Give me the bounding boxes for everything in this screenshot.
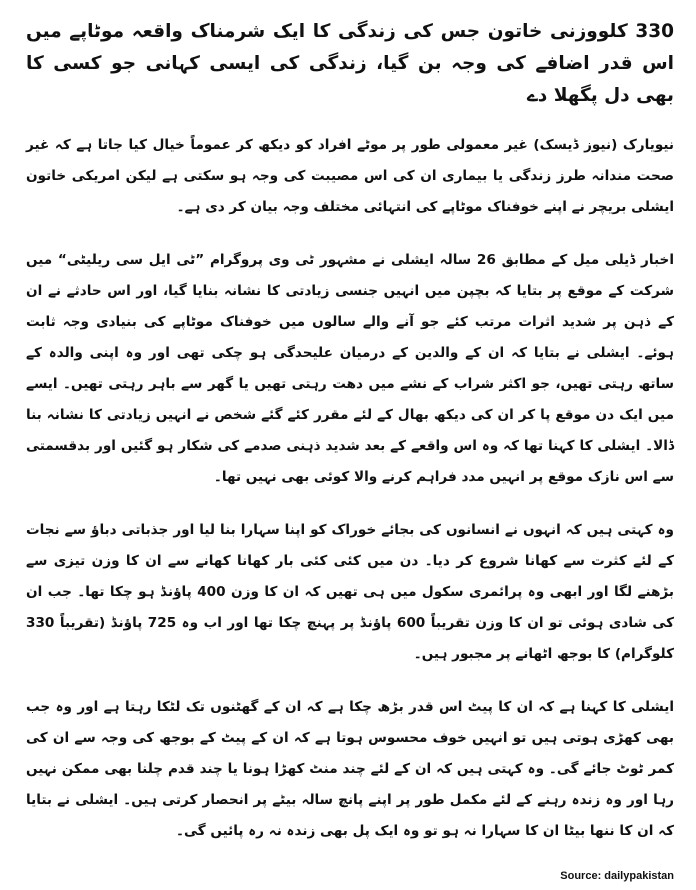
article-paragraph: وہ کہتی ہیں کہ انہوں نے انسانوں کی بجائے خوراک کو اپنا سہارا بنا لیا اور جذباتی دباؤ سے نجات کے لئے کثرت سے کھانا شروع کر دیا۔ دن میں کئی کئی بار کھانا کھانے سے ان کا وزن تیزی سے بڑھنے لگا اور ابھی وہ پرائمری سکول میں ہی تھیں کہ ان کا وزن 400 پاؤنڈ ہو چکا تھا۔ جب ان کی شادی ہوئی تو ان کا وزن تقریباً 600 پاؤنڈ پر پہنچ چکا تھا اور اب وہ 725 پاؤنڈ (تقریباً 330 کلوگرام) کا بوجھ اٹھانے پر مجبور ہیں۔: [26, 522, 675, 662]
article-headline: 330 کلووزنی خاتون جس کی زندگی کا ایک شرمناک واقعہ موٹاپے میں اس قدر اضافے کی وجہ بن گیا، زندگی کی ایسی کہانی جو کسی کا بھی دل پگھلا دے: [26, 21, 674, 106]
source-credit: Source: dailypakistan: [560, 870, 674, 882]
article-paragraph: نیویارک (نیوز ڈیسک) غیر معمولی طور پر موٹے افراد کو دیکھ کر عموماً خیال کیا جاتا ہے کہ غیر صحت مندانہ طرز زندگی یا بیماری ان کی اس مصیبت کی وجہ ہو سکتی ہے لیکن امریکی خاتون ایشلی بریچر نے اپنے خوفناک موٹاپے کی انتہائی مختلف وجہ بیان کر دی ہے۔: [26, 137, 674, 215]
article-paragraph: ایشلی کا کہنا ہے کہ ان کا پیٹ اس قدر بڑھ چکا ہے کہ ان کے گھٹنوں تک لٹکا رہتا ہے اور وہ جب بھی کھڑی ہوتی ہیں تو انہیں خوف محسوس ہوتا ہے کہ ان کے پیٹ کے بوجھ کی وجہ سے ان کی کمر ٹوٹ جائے گی۔ وہ کہتی ہیں کہ ان کے لئے چند منٹ کھڑا ہونا یا چند قدم چلنا بھی ممکن نہیں رہا اور وہ زندہ رہنے کے لئے مکمل طور پر اپنے پانچ سالہ بیٹے پر انحصار کرتی ہیں۔ ایشلی نے بتایا کہ ان کا ننھا بیٹا ان کا سہارا نہ ہو تو وہ ایک پل بھی زندہ نہ رہ پائیں گی۔: [26, 699, 674, 839]
article-paragraph: اخبار ڈیلی میل کے مطابق 26 سالہ ایشلی نے مشہور ٹی وی پروگرام ”ٹی ایل سی ریلیٹی“ میں شرکت کے موقع پر بتایا کہ بچپن میں انہیں جنسی زیادتی کا نشانہ بنایا گیا، اور اس حادثے نے ان کے ذہن پر شدید اثرات مرتب کئے جو آنے والے سالوں میں خوفناک موٹاپے کی بنیادی وجہ ثابت ہوئے۔ ایشلی نے بتایا کہ ان کے والدین کے درمیان علیحدگی ہو چکی تھی اور وہ اپنی والدہ کے ساتھ رہتی تھیں، جو اکثر شراب کے نشے میں دھت رہتی تھیں یا گھر سے باہر رہتی تھیں۔ ایسے میں ایک دن موقع پا کر ان کی دیکھ بھال کے لئے مقرر کئے گئے شخص نے انہیں زیادتی کا نشانہ بنا ڈالا۔ ایشلی کا کہنا تھا کہ وہ اس واقعے کے بعد شدید ذہنی صدمے کی شکار ہو گئیں اور بدقسمتی سے اس نازک موقع پر انہیں مدد فراہم کرنے والا کوئی بھی نہیں تھا۔: [26, 252, 674, 485]
